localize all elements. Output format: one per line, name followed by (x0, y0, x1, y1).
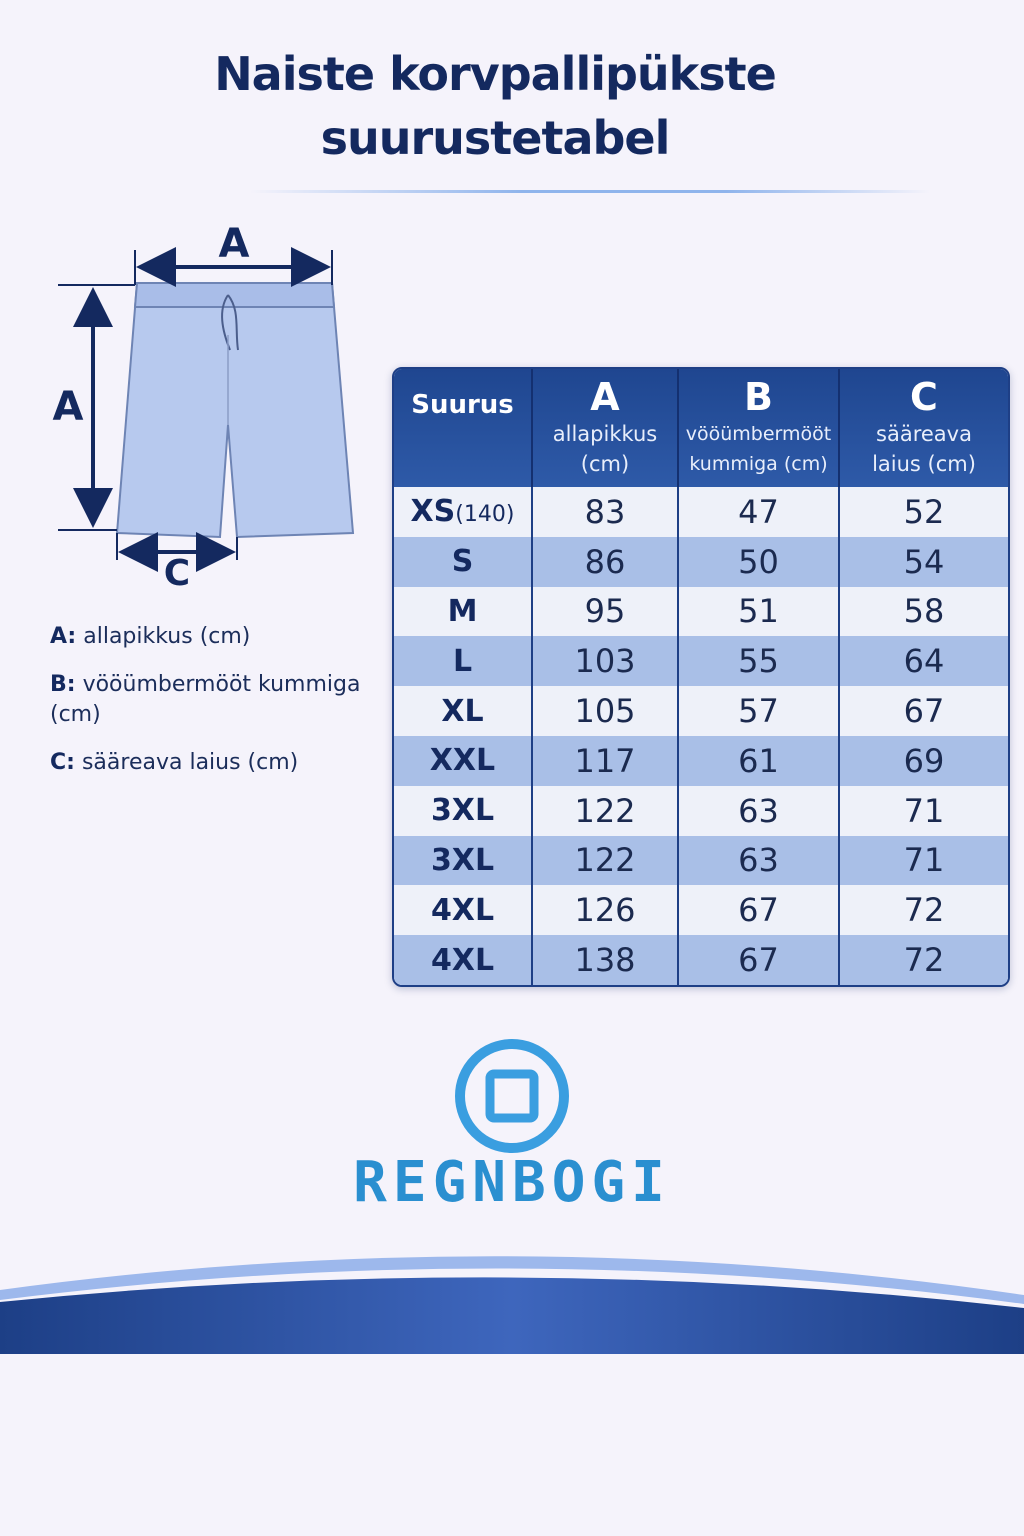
cell-b: 57 (678, 686, 839, 736)
size-table (392, 367, 1010, 987)
dim-a-top-label: A (218, 221, 250, 267)
legend-item-a: A: allapikkus (cm) (50, 624, 251, 649)
legend-item-c: C: sääreava laius (cm) (50, 750, 299, 775)
cell-a: 105 (532, 686, 678, 736)
table-row (394, 487, 1008, 537)
measurement-legend (50, 622, 370, 796)
cell-size: 3XL (394, 836, 532, 886)
cell-a: 95 (532, 587, 678, 637)
cell-a: 103 (532, 636, 678, 686)
title-line-1: Naiste korvpallipükste (214, 47, 776, 101)
cell-c: 71 (839, 836, 1008, 886)
shorts-shape (117, 283, 353, 537)
cell-a: 117 (532, 736, 678, 786)
cell-size: XXL (394, 736, 532, 786)
table-row (394, 587, 1008, 637)
cell-b: 51 (678, 587, 839, 637)
table-row (394, 935, 1008, 985)
cell-a: 86 (532, 537, 678, 587)
cell-b: 47 (678, 487, 839, 537)
regnbogi-logo-icon (452, 1036, 572, 1156)
cell-size: S (394, 537, 532, 587)
table-row (394, 786, 1008, 836)
cell-c: 72 (839, 935, 1008, 985)
cell-b: 67 (678, 935, 839, 985)
header-size: Suurus (394, 369, 532, 487)
cell-c: 54 (839, 537, 1008, 587)
cell-size: L (394, 636, 532, 686)
footer-wave (0, 1240, 1024, 1360)
cell-b: 61 (678, 736, 839, 786)
header-b: B vööümbermööt kummiga (cm) (678, 369, 839, 487)
cell-a: 122 (532, 786, 678, 836)
cell-c: 64 (839, 636, 1008, 686)
cell-a: 126 (532, 885, 678, 935)
table-row (394, 686, 1008, 736)
cell-b: 63 (678, 836, 839, 886)
cell-size: 4XL (394, 885, 532, 935)
brand-name: REGNBOGI (353, 1150, 671, 1215)
cell-b: 50 (678, 537, 839, 587)
cell-b: 67 (678, 885, 839, 935)
page-title (0, 42, 990, 170)
cell-size: 3XL (394, 786, 532, 836)
title-line-2: suurustetabel (320, 111, 670, 165)
cell-size: XS(140) (394, 487, 532, 537)
cell-c: 58 (839, 587, 1008, 637)
cell-c: 69 (839, 736, 1008, 786)
table-row (394, 885, 1008, 935)
legend-item-b: B: vööümbermööt kummiga (cm) (50, 672, 361, 727)
cell-c: 52 (839, 487, 1008, 537)
cell-c: 72 (839, 885, 1008, 935)
dim-c-label: C (163, 553, 191, 594)
table-row (394, 836, 1008, 886)
table-header-row (394, 369, 1008, 487)
cell-size: 4XL (394, 935, 532, 985)
table-row (394, 736, 1008, 786)
cell-size: M (394, 587, 532, 637)
table-row (394, 636, 1008, 686)
cell-size: XL (394, 686, 532, 736)
cell-c: 71 (839, 786, 1008, 836)
cell-a: 83 (532, 487, 678, 537)
cell-a: 138 (532, 935, 678, 985)
title-divider (250, 190, 930, 193)
header-c: C sääreava laius (cm) (839, 369, 1008, 487)
dim-a-side-label: A (52, 384, 84, 430)
header-a: A allapikkus (cm) (532, 369, 678, 487)
cell-a: 122 (532, 836, 678, 886)
cell-c: 67 (839, 686, 1008, 736)
shorts-diagram (40, 215, 380, 595)
cell-b: 63 (678, 786, 839, 836)
cell-b: 55 (678, 636, 839, 686)
table-row (394, 537, 1008, 587)
